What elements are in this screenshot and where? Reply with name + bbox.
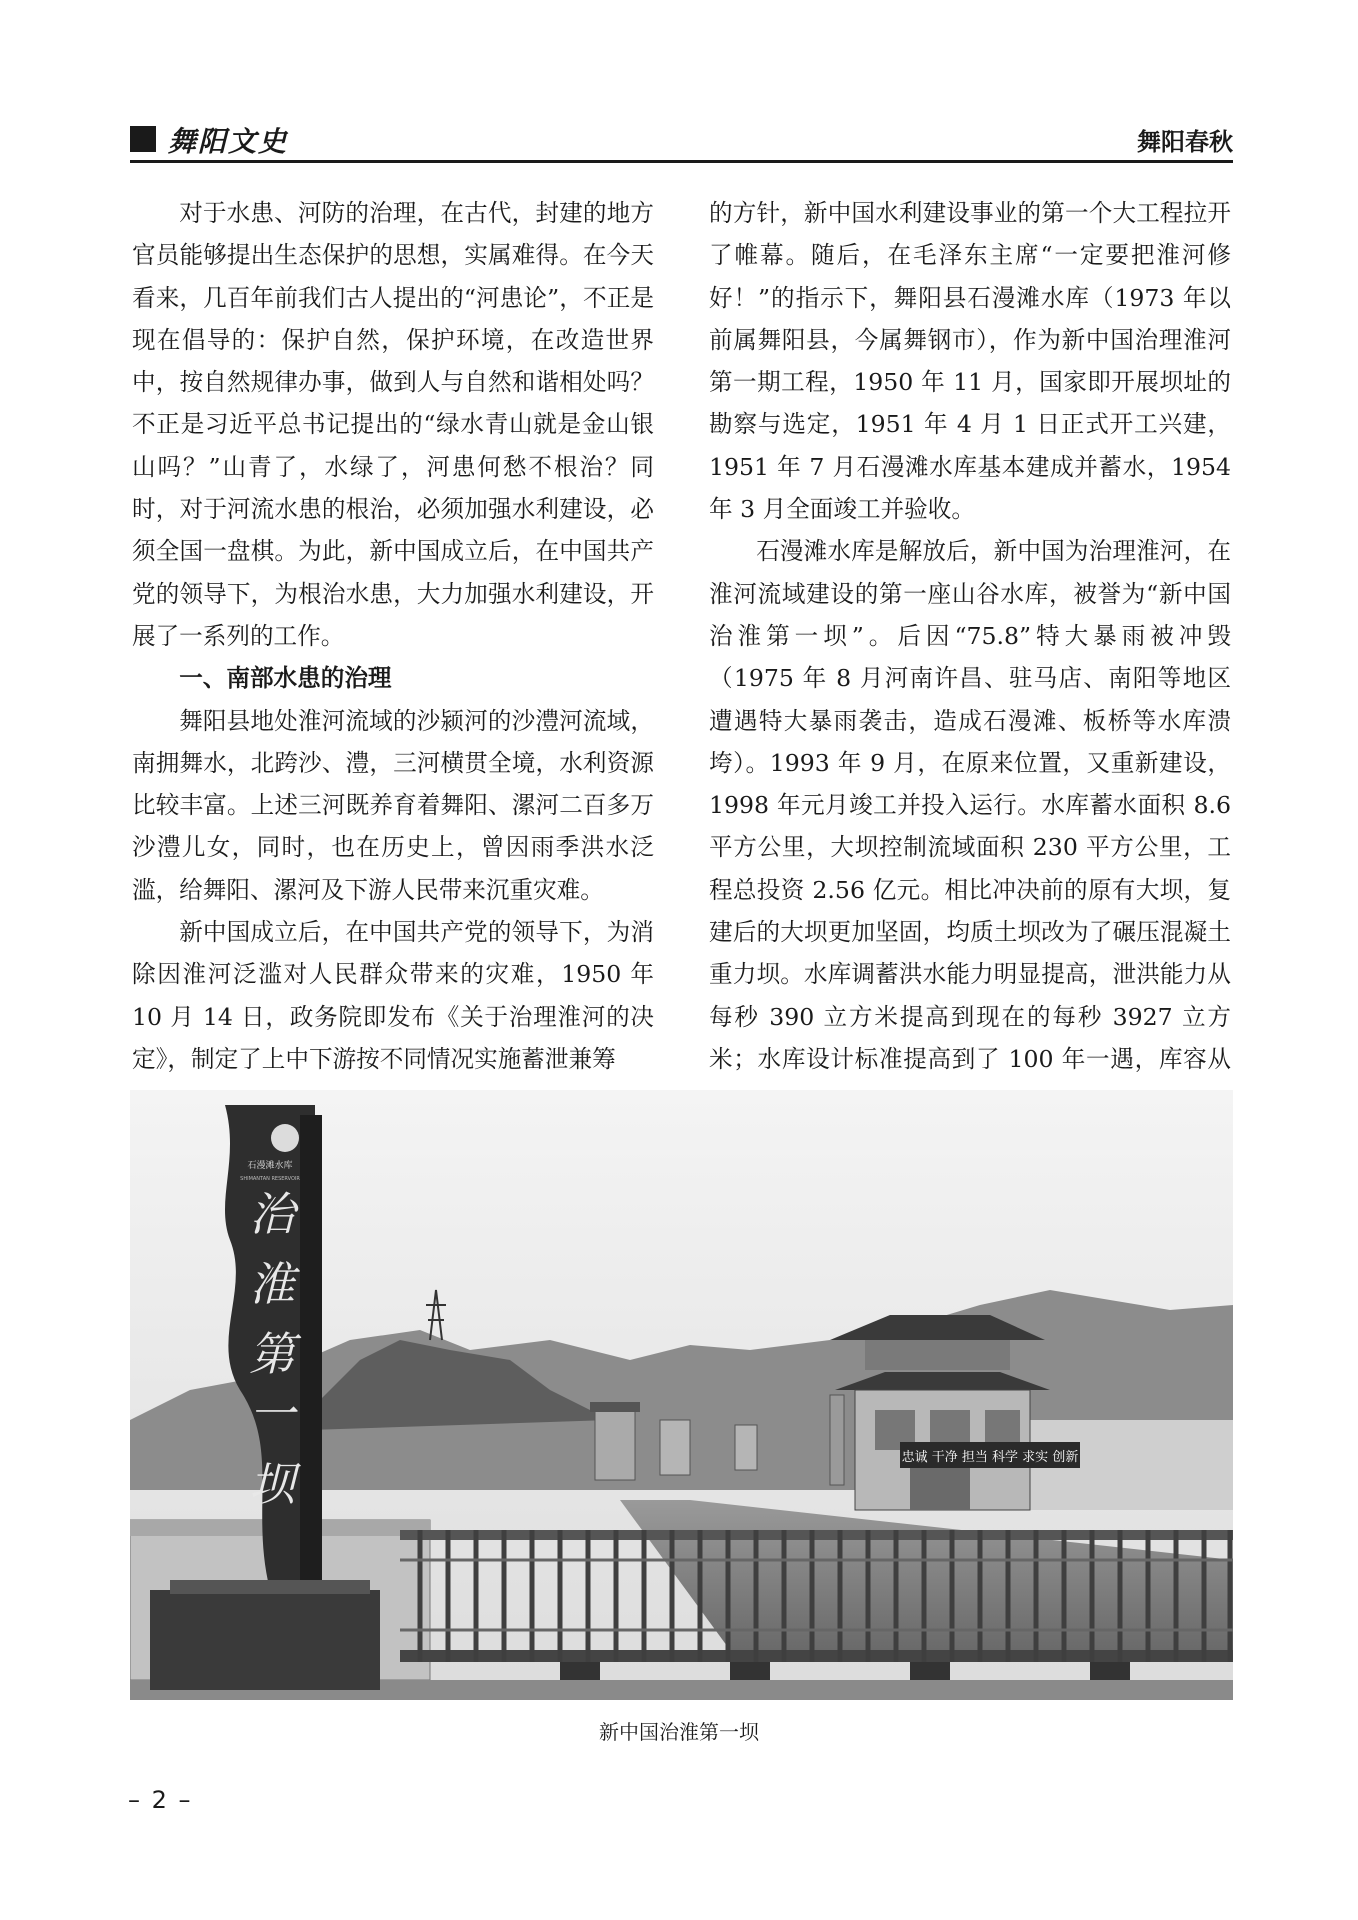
photo-caption: 新中国治淮第一坝 <box>599 1720 759 1744</box>
running-header <box>130 120 1233 160</box>
section-title: 舞阳春秋 <box>1137 128 1233 156</box>
right-column <box>709 192 1231 1123</box>
journal-title: 舞阳文史 <box>168 125 289 158</box>
gate-tower <box>595 1410 635 1480</box>
left-column <box>132 192 654 1080</box>
monument-logo-subtext: SHIMANTAN RESERVOIR <box>240 1176 300 1182</box>
page-number: – 2 – <box>128 1786 193 1814</box>
paragraph-continued: 的方针，新中国水利建设事业的第一个大工程拉开了帷幕。随后，在毛泽东主席“一定要把淮河修好！”的指示下，舞阳县石漫滩水库（1973 年以前属舞阳县，今属舞钢市），作为新中国治理淮河第一期工程，1950 年 11 月，国家即开展坝址的勘察与选定，1951 年 4 月 1 日正式开工兴建，1951 年 7 月石漫滩水库基本建成并蓄水，1954 年 3 月全面竣工并验收。 <box>709 199 1231 524</box>
paragraph: 石漫滩水库是解放后，新中国为治理淮河，在淮河流域建设的第一座山谷水库，被誉为“新中国治淮第一坝”。后因“75.8”特大暴雨被冲毁（1975 年 8 月河南许昌、驻马店、南阳等地区遭遇特大暴雨袭击，造成石漫滩、板桥等水库溃垮）。1993 年 9 月，在原来位置，又重新建设，1998 年元月竣工并投入运行。水库蓄水面积 8.6 平方公里，大坝控制流域面积 230 平方公里，工程总投资 2.56 亿元。相比冲决前的原有大坝，复建后的大坝更加坚固，均质土坝改为了碾压混凝土重力坝。水库调蓄洪水能力明显提高，泄洪能力从每秒 390 立方米提高到现在的每秒 3927 立方米；水库设计标准提高到了 100 年一遇，库容从 <box>709 537 1231 1073</box>
header-rule <box>130 160 1233 163</box>
monument-char: 治 <box>249 1187 295 1241</box>
header-square-mark <box>130 126 156 152</box>
section-heading: 一、南部水患的治理 <box>179 664 392 693</box>
dam-photo <box>130 1090 1233 1700</box>
monument-logo-text: 石漫滩水库 <box>247 1161 293 1171</box>
monument-char: 淮 <box>249 1257 295 1311</box>
monument-char: 坝 <box>249 1457 295 1511</box>
slogan-text: 忠诚 干净 担当 科学 求实 创新 <box>901 1450 1079 1465</box>
reservoir-logo-icon <box>271 1124 299 1152</box>
paragraph: 舞阳县地处淮河流域的沙颍河的沙澧河流域，南拥舞水，北跨沙、澧，三河横贯全境，水利资源比较丰富。上述三河既养育着舞阳、漯河二百多万沙澧儿女，同时，也在历史上，曾因雨季洪水泛滥，给舞阳、漯河及下游人民带来沉重灾难。 <box>132 706 654 904</box>
paragraph: 对于水患、河防的治理，在古代，封建的地方官员能够提出生态保护的思想，实属难得。在今天看来，几百年前我们古人提出的“河患论”，不正是现在倡导的：保护自然，保护环境，在改造世界中，按自然规律办事，做到人与自然和谐相处吗？不正是习近平总书记提出的“绿水青山就是金山银山吗？”山青了，水绿了，河患何愁不根治？同时，对于河流水患的根治，必须加强水利建设，必须全国一盘棋。为此，新中国成立后，在中国共产党的领导下，为根治水患，大力加强水利建设，开展了一系列的工作。 <box>132 199 654 650</box>
monument-char: 第 <box>249 1327 295 1381</box>
monument-char: 一 <box>249 1387 295 1441</box>
paragraph: 新中国成立后，在中国共产党的领导下，为消除因淮河泛滥对人民群众带来的灾难，1950 年 10 月 14 日，政务院即发布《关于治理淮河的决定》，制定了上中下游按不同情况实施蓄泄兼筹 <box>132 918 654 1073</box>
